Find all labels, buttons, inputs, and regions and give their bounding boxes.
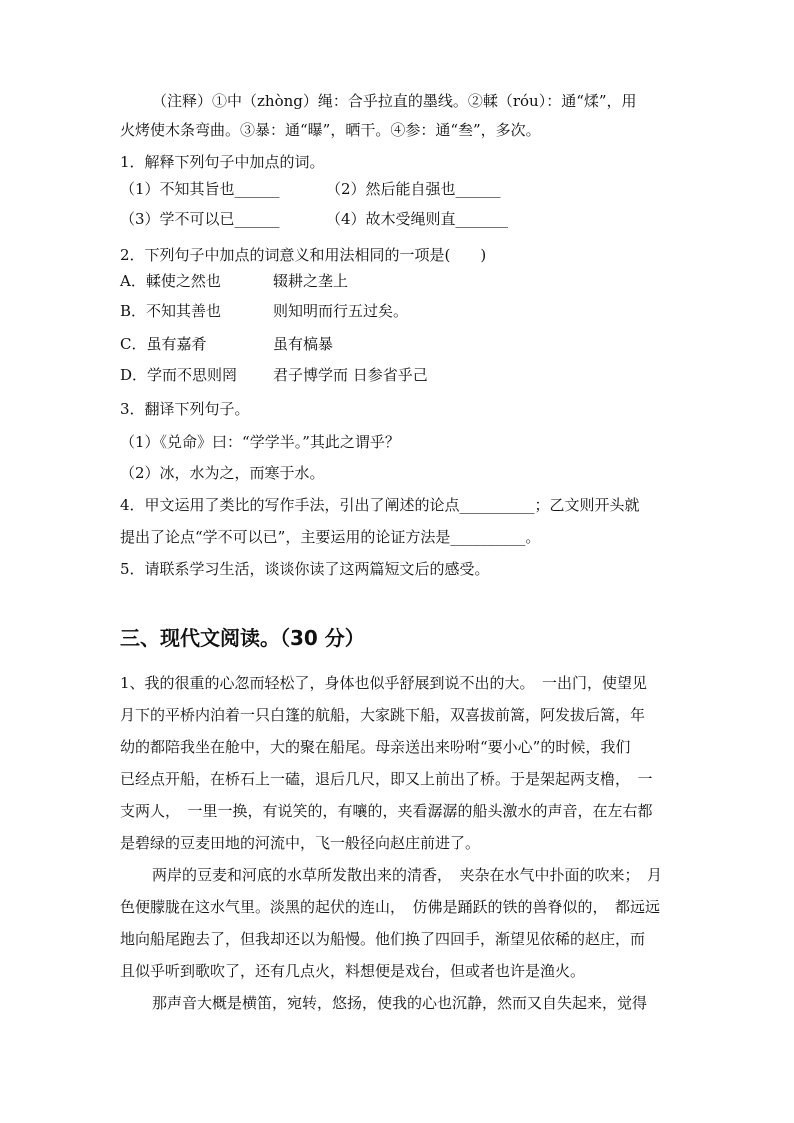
- passage-p2-line-3: 地向船尾跑去了，但我却还以为船慢。他们换了四回手，渐望见依稀的赵庄，而: [120, 930, 646, 948]
- question-2-option-b: B．不知其善也: [120, 302, 222, 320]
- question-2-option-a: A．輮使之然也: [120, 272, 221, 290]
- question-2-option-c-pair: 虽有槁暴: [273, 335, 334, 353]
- question-1-item-1: （1）不知其旨也______: [120, 180, 280, 198]
- passage-p2-line-1: 两岸的豆麦和河底的水草所发散出来的清香， 夹杂在水气中扑面的吹来； 月: [152, 866, 663, 884]
- question-2-option-b-pair: 则知明而行五过矣。: [273, 302, 409, 320]
- question-3-stem: 3．翻译下列句子。: [120, 400, 250, 418]
- passage-p1-line-1: 1、我的很重的心忽而轻松了，身体也似乎舒展到说不出的大。 一出门，使望见: [120, 674, 648, 692]
- notes-line-2: 火烤使木条弯曲。③暴：通“曝”，晒干。④参：通“叁”，多次。: [120, 121, 541, 139]
- question-1-item-4: （4）故木受绳则直_______: [326, 210, 509, 228]
- question-4-line-1: 4．甲文运用了类比的写作手法，引出了阐述的论点__________；乙文则开头就: [120, 496, 640, 514]
- passage-p1-line-3: 幼的都陪我坐在舱中，大的聚在船尾。母亲送出来吩咐“要小心”的时候，我们: [120, 738, 631, 756]
- question-3-item-2: （2）冰，水为之，而寒于水。: [120, 464, 325, 482]
- question-2-option-a-pair: 辍耕之垄上: [273, 272, 349, 290]
- passage-p2-line-4: 且似乎听到歌吹了，还有几点火，料想便是戏台，但或者也许是渔火。: [120, 962, 586, 980]
- question-5-stem: 5．请联系学习生活，谈谈你读了这两篇短文后的感受。: [120, 560, 490, 578]
- passage-p2-line-2: 色便朦胧在这水气里。淡黑的起伏的连山， 仿佛是踊跃的铁的兽脊似的， 都远远: [120, 898, 661, 916]
- question-1-item-3: （3）学不可以已______: [120, 210, 280, 228]
- question-2-option-d-pair: 君子博学而 日参省乎己: [273, 366, 428, 384]
- question-1-item-2: （2）然后能自强也______: [326, 180, 501, 198]
- question-2-stem: 2．下列句子中加点的词意义和用法相同的一项是( ): [120, 246, 487, 264]
- passage-p3-line-1: 那声音大概是横笛，宛转，悠扬，使我的心也沉静，然而又自失起来，觉得: [152, 994, 648, 1012]
- passage-p1-line-5: 支两人， 一里一换，有说笑的，有嚷的，夹看潺潺的船头激水的声音，在左右都: [120, 802, 653, 820]
- notes-line-1: （注释）①中（zhòng）绳：合乎拉直的墨线。②輮（róu）：通“煣”，用: [152, 92, 637, 110]
- question-1-stem: 1．解释下列句子中加点的词。: [120, 153, 325, 171]
- question-4-line-2: 提出了论点“学不可以已”，主要运用的论证方法是__________。: [120, 528, 541, 546]
- question-2-option-d: D．学而不思则罔: [120, 366, 238, 384]
- passage-p1-line-4: 已经点开船，在桥石上一磕，退后几尺，即又上前出了桥。于是架起两支橹， 一: [120, 770, 653, 788]
- section-3-title: 三、现代文阅读。（30 分）: [120, 626, 365, 650]
- passage-p1-line-2: 月下的平桥内泊着一只白篷的航船，大家跳下船，双喜拔前篙，阿发拔后篙，年: [120, 706, 646, 724]
- passage-p1-line-6: 是碧绿的豆麦田地的河流中，飞一般径向赵庄前进了。: [120, 834, 481, 852]
- question-3-item-1: （1）《兑命》曰：“学学半。”其此之谓乎？: [120, 433, 400, 451]
- question-2-option-c: C．虽有嘉肴: [120, 335, 207, 353]
